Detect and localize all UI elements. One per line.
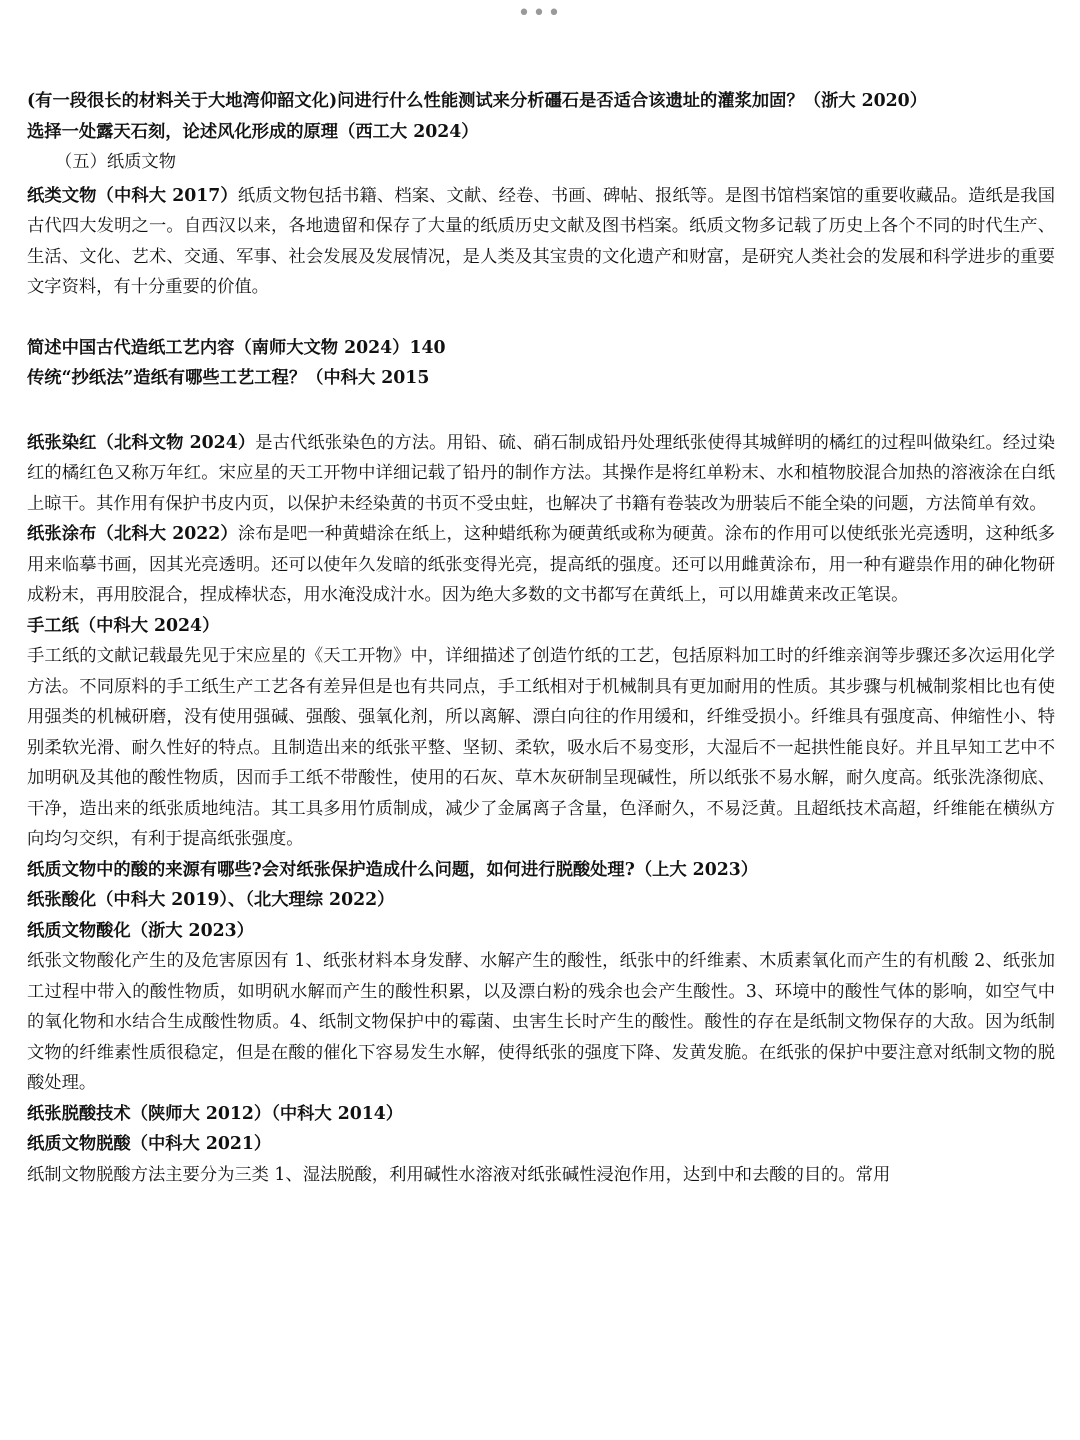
question-nanshida-2024: 简述中国古代造纸工艺内容（南师大文物 2024）140 <box>27 337 446 358</box>
paragraph-paper-acidification: 纸张文物酸化产生的及危害原因有 1、纸张材料本身发酵、水解产生的酸性，纸张中的纤维素、木质素氧化而产生的有机酸 2、纸张加工过程中带入的酸性物质，如明矾水解而产生的酸性积累，以及漂白粉的残余也会产生酸性。3、环境中的酸性气体的影响，如空气中的氧化物和水结合生成酸性物质。4、纸制文物保护中的霉菌、虫害生长时产生的酸性。酸性的存在是纸制文物保存的大敌。因为纸制文物的纤维素性质很稳定，但是在酸的催化下容易发生水解，使得纸张的强度下降、发黄发脆。在纸张的保护中要注意对纸制文物的脱酸处理。 <box>27 951 1055 1093</box>
paragraph-deacidification: 纸制文物脱酸方法主要分为三类 1、湿法脱酸，利用碱性水溶液对纸张碱性浸泡作用，达到中和去酸的目的。常用 <box>27 1164 891 1185</box>
term-paper-relics: 纸类文物（中科大 2017） <box>27 185 238 206</box>
term-paper-acidification-2: 纸质文物酸化（浙大 2023） <box>27 920 254 941</box>
paper-relics-text: 纸质文物包括书籍、档案、文献、经卷、书画、碑帖、报纸等。是图书馆档案馆的重要收藏品。造纸是我国古代四大发明之一。自西汉以来，各地遗留和保存了大量的纸质历史文献及图书档案。纸质文物多记载了历史上各个不同的时代生产、生活、文化、艺术、交通、军事、社会发展及发展情况，是人类及其宝贵的文化遗产和财富，是研究人类社会的发展和科学进步的重要文字资料，有十分重要的价值。 <box>27 185 1055 297</box>
document-body <box>27 86 1055 1190</box>
paper-dyeing-text: 是古代纸张染色的方法。用铅、硫、硝石制成铅丹处理纸张使得其城鲜明的橘红的过程叫做染红。经过染红的橘红色又称万年红。宋应星的天工开物中详细记载了铅丹的制作方法。其操作是将红单粉末、水和植物胶混合加热的溶液涂在白纸上晾干。其作用有保护书皮内页，以保护未经染黄的书页不受虫蛀，也解决了书籍有卷装改为册装后不能全染的问题，方法简单有效。 <box>27 432 1055 514</box>
paragraph-handmade-paper: 手工纸的文献记载最先见于宋应星的《天工开物》中，详细描述了创造竹纸的工艺，包括原料加工时的纤维亲润等步骤还多次运用化学方法。不同原料的手工纸生产工艺各有差异但是也有共同点，手工纸相对于机械制具有更加耐用的性质。其步骤与机械制浆相比也有使用强类的机械研磨，没有使用强碱、强酸、强氧化剂，所以离解、漂白向往的作用缓和，纤维受损小。纤维具有强度高、伸缩性小、特别柔软光滑、耐久性好的特点。且制造出来的纸张平整、坚韧、柔软，吸水后不易变形，大湿后不一起拱性能良好。并且早知工艺中不加明矾及其他的酸性物质，因而手工纸不带酸性，使用的石灰、草木灰研制呈现碱性，所以纸张不易水解，耐久度高。纸张洗涤彻底、干净，造出来的纸张质地纯洁。其工具多用竹质制成，减少了金属离子含量，色泽耐久，不易泛黄。且超纸技术高超，纤维能在横纵方向均匀交织，有利于提高纸张强度。 <box>27 646 1055 849</box>
term-deacidification-2: 纸质文物脱酸（中科大 2021） <box>27 1134 272 1154</box>
question-chaozhi-2015: 传统“抄纸法”造纸有哪些工艺工程？（中科大 2015 <box>27 368 430 388</box>
term-handmade-paper: 手工纸（中科大 2024） <box>27 615 220 636</box>
question-shangda-2023: 纸质文物中的酸的来源有哪些?会对纸张保护造成什么问题，如何进行脱酸处理?（上大 2023） <box>27 859 759 880</box>
term-paper-coating: 纸张涂布（北科大 2022） <box>27 524 238 544</box>
term-paper-dyeing: 纸张染红（北科文物 2024） <box>27 432 256 453</box>
paper-coating-text: 涂布是吧一种黄蜡涂在纸上，这种蜡纸称为硬黄纸或称为硬黄。涂布的作用可以使纸张光亮透明，这种纸多用来临摹书画，因其光亮透明。还可以使年久发暗的纸张变得光亮，提高纸的强度。还可以用雌黄涂布，用一种有避祟作用的砷化物研成粉末，再用胶混合，捏成棒状态，用水淹没成汁水。因为绝大多数的文书都写在黄纸上，可以用雄黄来改正笔误。 <box>27 524 1055 605</box>
section-heading-paper-relics: （五）纸质文物 <box>55 152 176 172</box>
paragraph-paper-dyeing <box>27 428 1055 520</box>
paragraph-paper-coating <box>27 519 1055 611</box>
term-paper-acidification-1: 纸张酸化（中科大 2019）、（北大理综 2022） <box>27 890 395 910</box>
term-deacidification-1: 纸张脱酸技术（陕师大 2012）（中科大 2014） <box>27 1103 404 1124</box>
question-xigongda-2024: 选择一处露天石刻，论述风化形成的原理（西工大 2024） <box>27 121 479 142</box>
paragraph-paper-relics <box>27 181 1055 303</box>
question-zheda-2020: (有一段很长的材料关于大地湾仰韶文化)问进行什么性能测试来分析礓石是否适合该遗址的灌浆加固？（浙大 2020） <box>27 91 927 111</box>
more-dots-icon[interactable]: ••• <box>517 1 563 26</box>
